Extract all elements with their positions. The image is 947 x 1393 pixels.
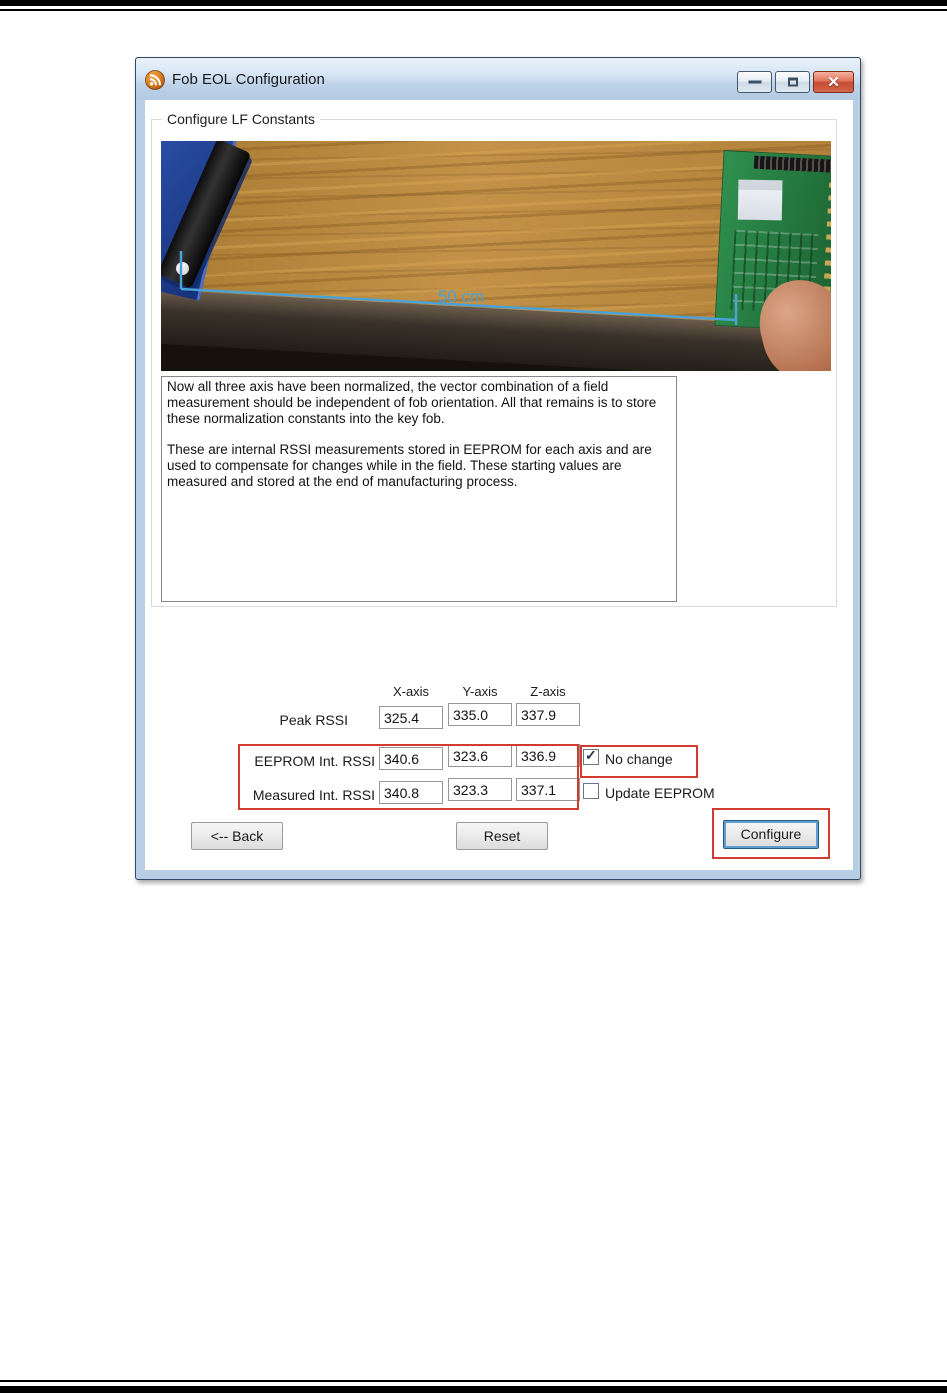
measured-int-rssi-label: Measured Int. RSSI [252,787,375,803]
peak-rssi-label: Peak RSSI [279,712,348,728]
configure-button[interactable]: Configure [723,820,819,849]
no-change-checkbox[interactable] [583,749,599,765]
fob-eol-configuration-window [135,57,861,880]
description-paragraph-2: These are internal RSSI measurements stored in EEPROM for each axis and are used to compensate for changes while in the field. These starting values are measured and stored at the end of manufacturing process. [167,442,652,489]
description-textbox [161,376,677,602]
y-axis-header: Y-axis [462,684,498,699]
update-eeprom-checkbox[interactable] [583,783,599,799]
eeprom-int-rssi-y-field[interactable] [448,744,512,767]
configure-lf-constants-group [151,111,837,607]
eeprom-int-rssi-z-field[interactable] [516,744,580,767]
maximize-icon [788,78,798,87]
no-change-label[interactable]: No change [605,751,673,767]
peak-rssi-x-field[interactable] [379,706,443,729]
description-paragraph-1: Now all three axis have been normalized, the vector combination of a field measurement should be independent of fob orientation. All that remains is to store these normalization constants into the key fob. [167,379,657,426]
window-client-area [145,100,853,870]
minimize-button[interactable] [737,71,772,93]
setup-photo [161,141,831,371]
measured-int-rssi-x-field[interactable] [379,781,443,804]
measured-int-rssi-z-field[interactable] [516,778,580,801]
page-top-thin-rule [0,9,947,11]
peak-rssi-z-field[interactable] [516,703,580,726]
feed-app-icon [145,70,165,90]
update-eeprom-label[interactable]: Update EEPROM [605,785,715,801]
close-icon: ✕ [827,74,840,91]
reset-button[interactable]: Reset [456,822,548,850]
group-title: Configure LF Constants [162,111,320,127]
x-axis-header: X-axis [392,684,430,699]
peak-rssi-y-field[interactable] [448,703,512,726]
back-button[interactable]: <-- Back [191,822,283,850]
eeprom-int-rssi-x-field[interactable] [379,747,443,770]
maximize-button[interactable] [775,71,810,93]
dimension-line [161,141,831,371]
window-titlebar[interactable] [136,58,860,100]
checkmark-icon: ✓ [585,747,597,763]
window-title: Fob EOL Configuration [172,71,325,88]
dimension-label: 50 cm [437,287,485,306]
minimize-icon [748,81,761,84]
close-button[interactable] [813,71,854,93]
page-top-thick-rule [0,0,947,6]
measured-int-rssi-y-field[interactable] [448,778,512,801]
page-bottom-thick-rule [0,1386,947,1393]
page-bottom-thin-rule [0,1380,947,1382]
eeprom-int-rssi-label: EEPROM Int. RSSI [254,753,375,769]
z-axis-header: Z-axis [530,684,566,699]
